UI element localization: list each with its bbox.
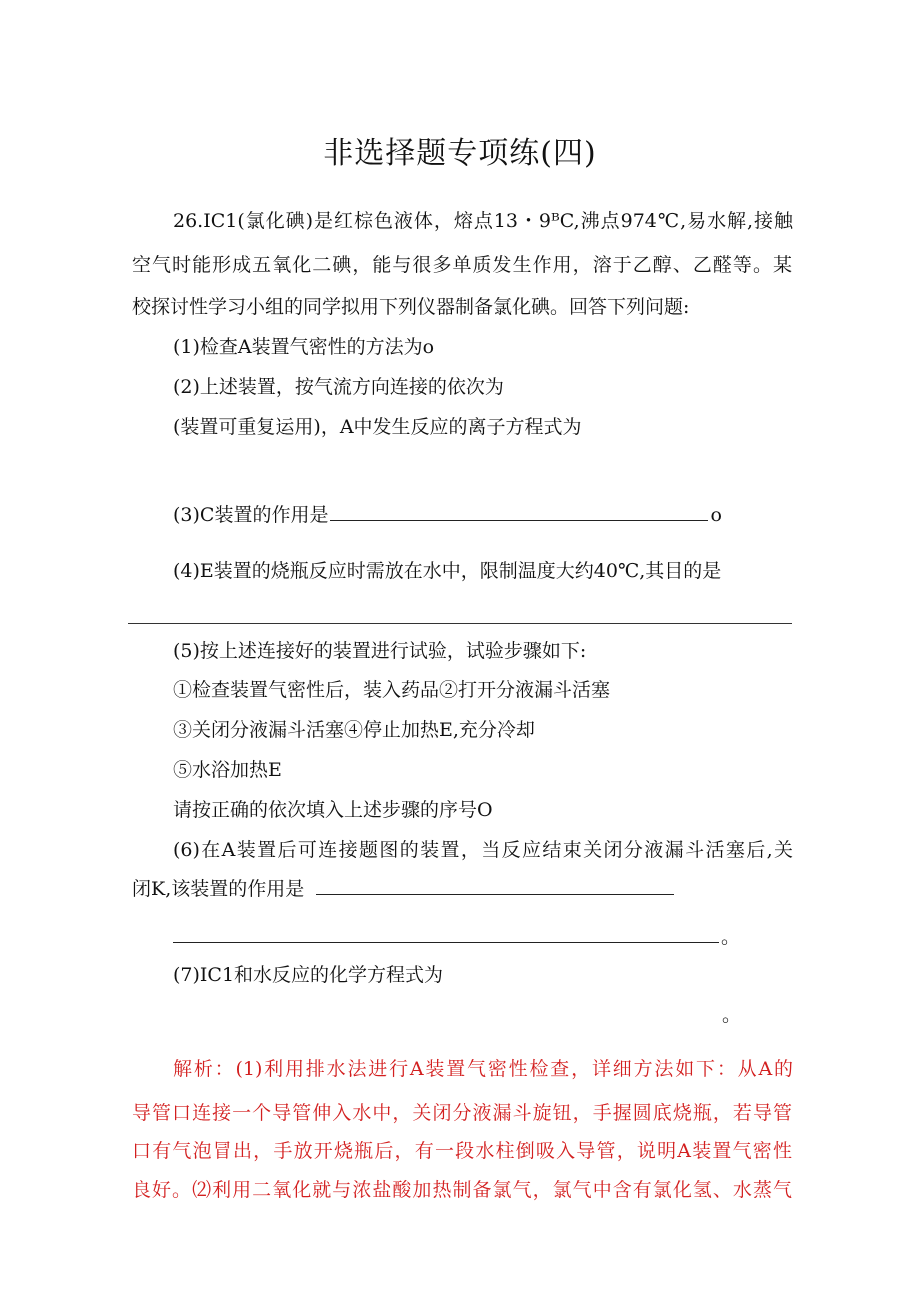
question-6-end: 。 [721, 926, 741, 948]
answer-line-4: 良好。⑵利用二氧化就与浓盐酸加热制备氯气，氯气中含有氯化氢、水蒸气 [132, 1179, 792, 1201]
question-5-steps-3: ⑤水浴加热E [173, 759, 282, 781]
page-title: 非选择题专项练(四) [323, 136, 597, 171]
answer-blank-4[interactable] [128, 623, 792, 624]
question-6-line-1: (6)在A装置后可连接题图的装置，当反应结束关闭分液漏斗活塞后,关 [173, 839, 793, 861]
question-7: (7)IC1和水反应的化学方程式为 [173, 964, 444, 986]
answer-blank-6a[interactable] [316, 876, 674, 895]
question-6-line-2 [132, 876, 676, 902]
question-5: (5)按上述连接好的装置进行试验，试验步骤如下: [173, 640, 587, 662]
question-3 [173, 502, 722, 528]
question-6-line-3 [173, 924, 740, 950]
question-6-text: 闭K,该装置的作用是 [132, 878, 305, 900]
question-2-line-1: (2)上述装置，按气流方向连接的依次为 [173, 376, 504, 398]
answer-blank-6b[interactable] [173, 924, 719, 943]
answer-line-2: 导管口连接一个导管伸入水中，关闭分液漏斗旋钮，手握圆底烧瓶，若导管 [132, 1102, 792, 1124]
question-7-end: 。 [722, 1004, 742, 1026]
intro-line-1: 26.IC1(氯化碘)是红棕色液体，熔点13・9ᴮC,沸点974℃,易水解,接触 [173, 210, 793, 232]
question-3-text: (3)C装置的作用是 [173, 504, 329, 526]
answer-blank-3[interactable] [330, 502, 708, 521]
intro-line-3: 校探讨性学习小组的同学拟用下列仪器制备氯化碘。回答下列问题: [132, 296, 690, 318]
question-2-line-2: (装置可重复运用)，A中发生反应的离子方程式为 [173, 416, 582, 438]
question-5-steps-2: ③关闭分液漏斗活塞④停止加热E,充分冷却 [173, 719, 535, 741]
answer-label: 解析： [173, 1058, 236, 1080]
question-5-steps-1: ①检查装置气密性后，装入药品②打开分液漏斗活塞 [173, 679, 611, 701]
question-1: (1)检查A装置气密性的方法为o [173, 336, 435, 358]
intro-line-2: 空气时能形成五氧化二碘，能与很多单质发生作用，溶于乙醇、乙醛等。某 [132, 254, 792, 276]
answer-line-1 [173, 1056, 793, 1082]
answer-line-1-text: (1)利用排水法进行A装置气密性检查，详细方法如下：从A的 [235, 1058, 793, 1080]
question-3-suffix: o [710, 504, 722, 526]
question-5-order: 请按正确的依次填入上述步骤的序号O [173, 799, 493, 821]
question-4: (4)E装置的烧瓶反应时需放在水中，限制温度大约40℃,其目的是 [173, 560, 722, 582]
answer-line-3: 口有气泡冒出，手放开烧瓶后，有一段水柱倒吸入导管，说明A装置气密性 [132, 1140, 792, 1162]
